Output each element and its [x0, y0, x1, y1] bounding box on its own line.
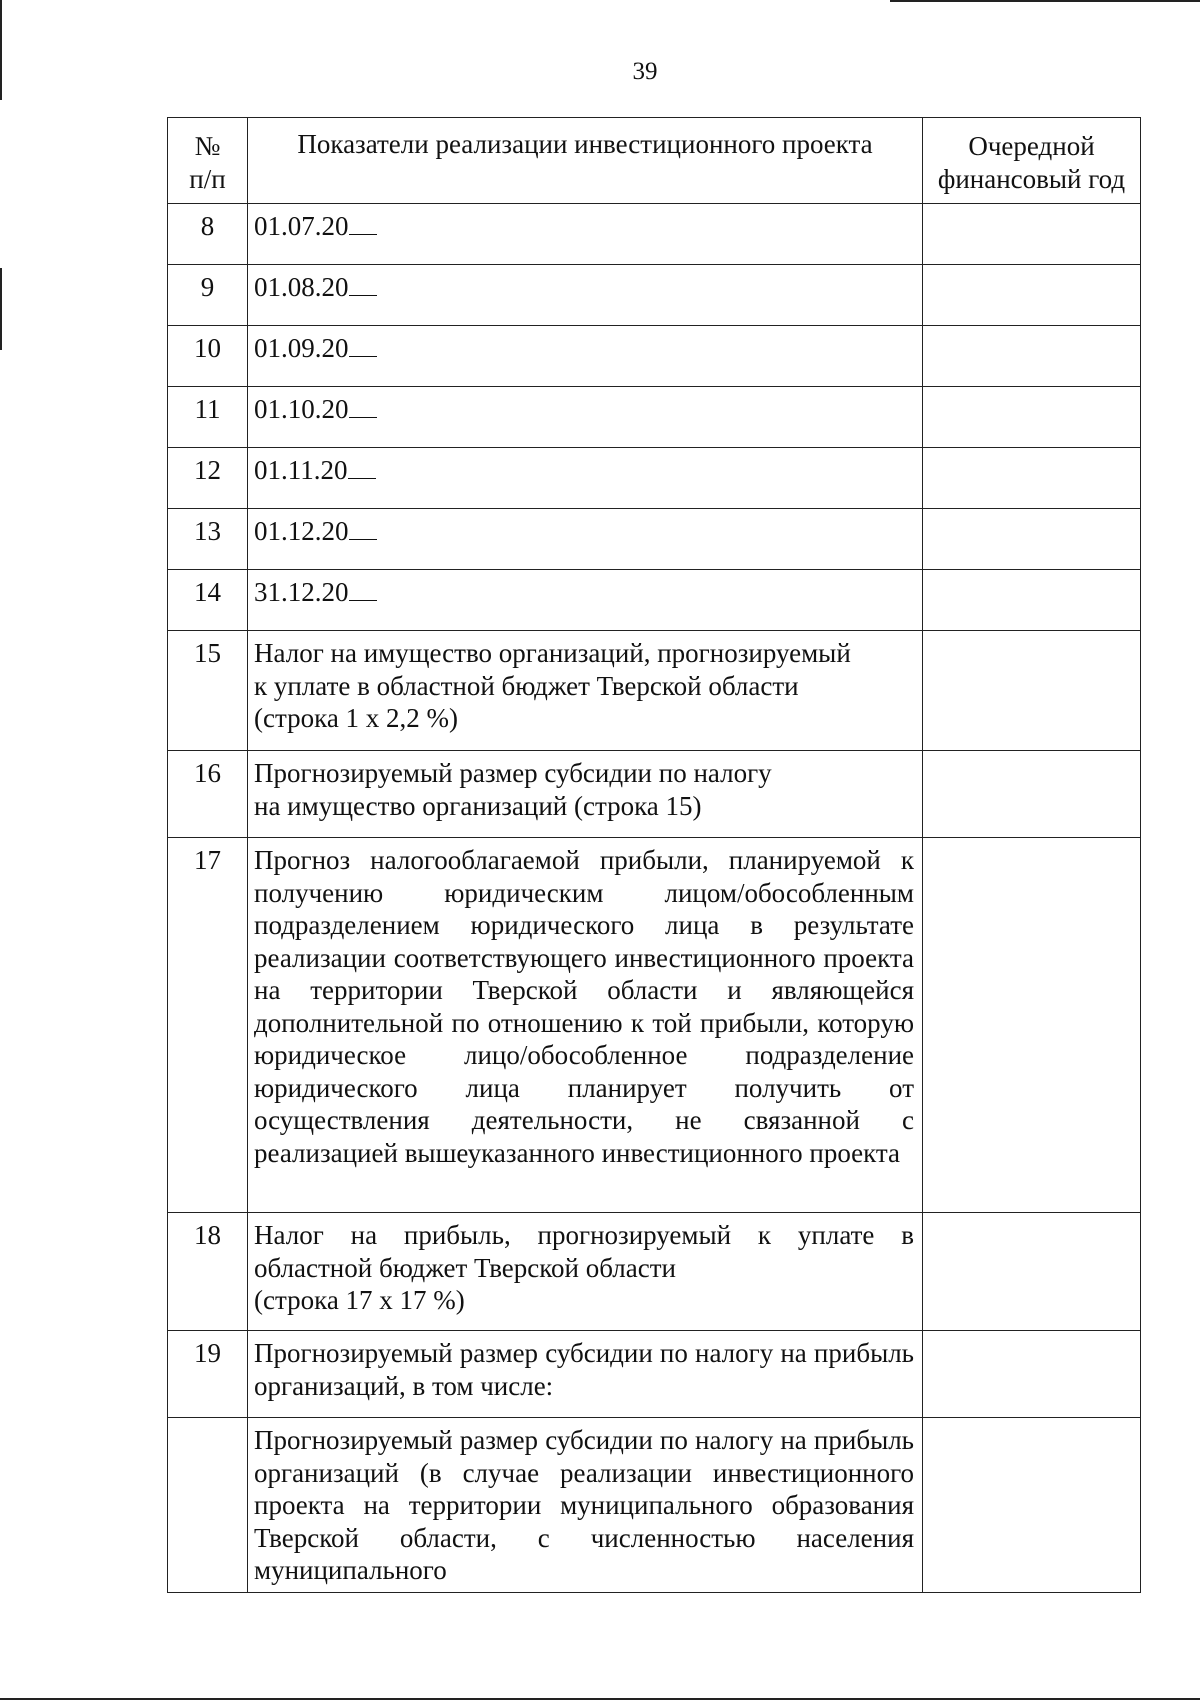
row-number: 13: [168, 509, 248, 570]
row-number: 8: [168, 204, 248, 265]
row-number: 10: [168, 326, 248, 387]
page-number: 39: [632, 58, 658, 85]
year-blank: [349, 332, 377, 357]
row-value[interactable]: [923, 265, 1141, 326]
row-number: 16: [168, 751, 248, 838]
row-value[interactable]: [923, 448, 1141, 509]
header-number-line1: №: [194, 131, 221, 161]
row-number: 9: [168, 265, 248, 326]
date-text: 01.10.20: [254, 394, 349, 424]
row-indicator-text: [248, 751, 923, 838]
text-line: Налог на прибыль, прогнозируемый к уплате в областной бюджет Тверской области: [254, 1220, 914, 1283]
text-line: (строка 1 х 2,2 %): [254, 703, 459, 733]
year-blank: [349, 393, 377, 418]
row-number: 12: [168, 448, 248, 509]
text-line: на имущество организаций (строка 15): [254, 790, 702, 821]
year-blank: [348, 454, 376, 479]
row-value[interactable]: [923, 751, 1141, 838]
row-date: [248, 265, 923, 326]
year-blank: [349, 576, 377, 601]
date-text: 01.09.20: [254, 333, 349, 363]
year-blank: [349, 515, 377, 540]
table-row: [168, 387, 1141, 448]
year-blank: [349, 210, 377, 235]
table-header-row: [168, 118, 1141, 204]
table-row: [168, 265, 1141, 326]
table-row: [168, 838, 1141, 1213]
indicators-table: [167, 117, 1141, 1593]
table-row: [168, 1213, 1141, 1331]
table-row: [168, 509, 1141, 570]
row-number: [168, 1418, 248, 1593]
scan-edge-top: [890, 0, 1200, 2]
row-number: 17: [168, 838, 248, 1213]
row-date: [248, 387, 923, 448]
row-indicator-text: Прогноз налогооблагаемой прибыли, планируемой к получению юридическим лицом/обособленным подразделением юридического лица в результате реализации соответствующего инвестиционного проекта на территории Тверской области и являющейся дополнительной по отношению к той прибыли, которую юридическое лицо/обособленное подразделение юридического лица планирует получить от осуществления деятельности, не связанной с реализацией вышеуказанного инвестиционного проекта: [248, 838, 923, 1213]
table-row: [168, 204, 1141, 265]
row-value[interactable]: [923, 570, 1141, 631]
row-indicator-text: Прогнозируемый размер субсидии по налогу на прибыль организаций, в том числе:: [248, 1331, 923, 1418]
row-value[interactable]: [923, 387, 1141, 448]
row-indicator-text: [248, 1213, 923, 1331]
row-value[interactable]: [923, 631, 1141, 751]
table-row: [168, 631, 1141, 751]
row-date: [248, 326, 923, 387]
table-row: [168, 570, 1141, 631]
header-number-line2: п/п: [189, 163, 226, 194]
header-next-fiscal-year: [923, 118, 1141, 204]
text-line: Прогнозируемый размер субсидии по налогу: [254, 758, 772, 788]
year-blank: [349, 271, 377, 296]
date-text: 01.08.20: [254, 272, 349, 302]
row-value[interactable]: [923, 838, 1141, 1213]
table-row: [168, 448, 1141, 509]
row-date: [248, 509, 923, 570]
date-text: 01.07.20: [254, 211, 349, 241]
table-row: [168, 326, 1141, 387]
row-date: [248, 448, 923, 509]
text-line: (строка 17 х 17 %): [254, 1285, 465, 1315]
row-value[interactable]: [923, 509, 1141, 570]
row-value[interactable]: [923, 1331, 1141, 1418]
row-indicator-text: [248, 631, 923, 751]
row-value[interactable]: [923, 204, 1141, 265]
row-indicator-text: Прогнозируемый размер субсидии по налогу на прибыль организаций (в случае реализации инвестиционного проекта на территории муниципального образования Тверской области, с численностью населения муниципального: [248, 1418, 923, 1593]
row-value[interactable]: [923, 1213, 1141, 1331]
scan-edge-left: [0, 268, 2, 350]
row-number: 18: [168, 1213, 248, 1331]
row-value[interactable]: [923, 1418, 1141, 1593]
table-row: [168, 1331, 1141, 1418]
header-year-line2: финансовый год: [937, 163, 1126, 194]
header-indicator: Показатели реализации инвестиционного проекта: [248, 118, 923, 204]
header-number: [168, 118, 248, 204]
table-row: [168, 751, 1141, 838]
date-text: 01.12.20: [254, 516, 349, 546]
table-row: [168, 1418, 1141, 1593]
date-text: 01.11.20: [254, 455, 348, 485]
row-number: 11: [168, 387, 248, 448]
text-line: Налог на имущество организаций, прогнозируемый: [254, 638, 851, 668]
text-line: к уплате в областной бюджет Тверской области: [254, 670, 799, 701]
row-date: [248, 570, 923, 631]
row-number: 15: [168, 631, 248, 751]
row-date: [248, 204, 923, 265]
header-year-line1: Очередной: [968, 131, 1095, 161]
row-number: 19: [168, 1331, 248, 1418]
row-number: 14: [168, 570, 248, 631]
row-value[interactable]: [923, 326, 1141, 387]
date-text: 31.12.20: [254, 577, 349, 607]
